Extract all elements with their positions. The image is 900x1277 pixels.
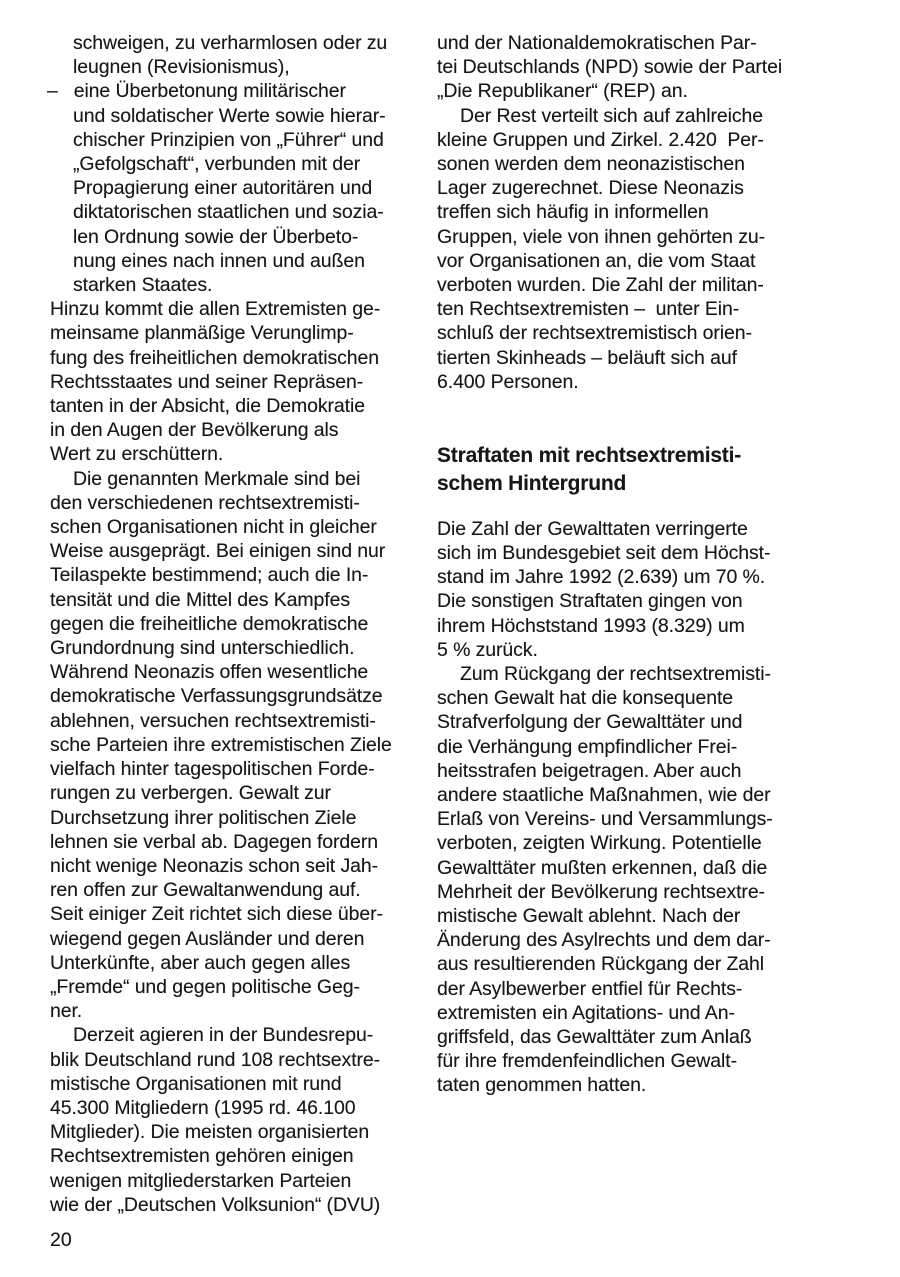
- text-line: 6.400 Personen.: [437, 370, 579, 393]
- text-line: wenigen mitgliederstarken Parteien: [50, 1169, 352, 1192]
- text-line: mistische Organisationen mit rund: [50, 1072, 342, 1095]
- section-heading-line: schem Hintergrund: [437, 471, 627, 495]
- text-line: vor Organisationen an, die vom Staat: [437, 249, 756, 272]
- text-line: und soldatischer Werte sowie hierar-: [73, 104, 386, 127]
- text-line: stand im Jahre 1992 (2.639) um 70 %.: [437, 566, 766, 589]
- text-line: vielfach hinter tagespolitischen Forde-: [50, 758, 375, 781]
- section-heading-line: Straftaten mit rechtsextremisti-: [437, 444, 742, 468]
- text-line: kleine Gruppen und Zirkel. 2.420 Per-: [437, 128, 764, 151]
- text-line: Grundordnung sind unterschiedlich.: [50, 637, 355, 660]
- text-line: nicht wenige Neonazis schon seit Jah-: [50, 854, 378, 877]
- text-line: schweigen, zu verharmlosen oder zu: [73, 32, 388, 54]
- text-line: tanten in der Absicht, die Demokratie: [50, 395, 365, 418]
- text-line: Gewalttäter mußten erkennen, daß die: [437, 856, 768, 879]
- text-line: und der Nationaldemokratischen Par-: [437, 32, 757, 54]
- text-line: tei Deutschlands (NPD) sowie der Partei: [437, 56, 783, 79]
- text-line: sche Parteien ihre extremistischen Ziele: [50, 733, 392, 756]
- text-line: Erlaß von Vereins- und Versammlungs-: [437, 808, 773, 831]
- text-line: starken Staates.: [73, 274, 213, 297]
- text-line: Mehrheit der Bevölkerung rechtsextre-: [437, 880, 765, 903]
- text-line: extremisten ein Agitations- und An-: [437, 1001, 735, 1024]
- text-line: Teilaspekte bestimmend; auch die In-: [50, 564, 369, 587]
- text-line: Die Zahl der Gewalttaten verringerte: [437, 517, 748, 540]
- text-line: Während Neonazis offen wesentliche: [50, 661, 369, 684]
- text-line: gegen die freiheitliche demokratische: [50, 612, 369, 635]
- text-line: ihrem Höchststand 1993 (8.329) um: [437, 614, 745, 637]
- text-line: Die genannten Merkmale sind bei: [73, 467, 361, 490]
- text-line: diktatorischen staatlichen und sozia-: [73, 201, 384, 224]
- text-line: schen Gewalt hat die konsequente: [437, 687, 734, 710]
- text-line: schen Organisationen nicht in gleicher: [50, 516, 377, 539]
- text-line: „Fremde“ und gegen politische Geg-: [50, 975, 360, 998]
- text-line: ren offen zur Gewaltanwendung auf.: [50, 879, 361, 902]
- text-line: – eine Überbetonung militärischer: [47, 80, 346, 103]
- text-line: Wert zu erschüttern.: [50, 443, 224, 466]
- column-right: [437, 31, 882, 1098]
- text-line: verboten, zeigten Wirkung. Potentielle: [437, 832, 762, 855]
- text-line: ner.: [50, 1000, 83, 1023]
- text-line: len Ordnung sowie der Überbeto-: [73, 225, 359, 248]
- text-line: sich im Bundesgebiet seit dem Höchst-: [437, 542, 771, 564]
- text-line: blik Deutschland rund 108 rechtsextre-: [50, 1048, 381, 1071]
- text-line: „Die Republikaner“ (REP) an.: [437, 80, 688, 103]
- text-line: taten genommen hatten.: [437, 1074, 647, 1097]
- column-left: [47, 31, 425, 1217]
- text-line: Derzeit agieren in der Bundesrepu-: [73, 1024, 374, 1047]
- text-line: andere staatliche Maßnahmen, wie der: [437, 784, 771, 807]
- text-line: Lager zugerechnet. Diese Neonazis: [437, 177, 744, 200]
- text-line: ablehnen, versuchen rechtsextremisti-: [50, 709, 376, 732]
- text-line: tensität und die Mittel des Kampfes: [50, 588, 350, 611]
- text-line: wie der „Deutschen Volksunion“ (DVU): [50, 1193, 381, 1216]
- text-line: schluß der rechtsextremistisch orien-: [437, 322, 752, 345]
- text-line: 45.300 Mitgliedern (1995 rd. 46.100: [50, 1096, 356, 1119]
- text-line: Hinzu kommt die allen Extremisten ge-: [50, 298, 381, 321]
- text-line: ten Rechtsextremisten – unter Ein-: [437, 298, 740, 321]
- text-line: Die sonstigen Straftaten gingen von: [437, 590, 743, 613]
- text-line: Rechtsextremisten gehören einigen: [50, 1145, 354, 1168]
- text-line: in den Augen der Bevölkerung als: [50, 419, 339, 442]
- text-line: aus resultierenden Rückgang der Zahl: [437, 953, 765, 976]
- text-line: wiegend gegen Ausländer und deren: [50, 927, 365, 950]
- text-line: Gruppen, viele von ihnen gehörten zu-: [437, 225, 766, 248]
- text-line: meinsame planmäßige Verunglimp-: [50, 322, 354, 345]
- page-number: 20: [50, 1229, 72, 1251]
- text-line: sonen werden dem neonazistischen: [437, 153, 745, 176]
- text-line: lehnen sie verbal ab. Dagegen fordern: [50, 830, 379, 853]
- text-line: nung eines nach innen und außen: [73, 249, 365, 272]
- text-line: für ihre fremdenfeindlichen Gewalt-: [437, 1050, 737, 1073]
- text-line: Strafverfolgung der Gewalttäter und: [437, 711, 743, 734]
- text-line: Rechtsstaates und seiner Repräsen-: [50, 370, 364, 393]
- text-line: treffen sich häufig in informellen: [437, 201, 709, 224]
- text-line: demokratische Verfassungsgrundsätze: [50, 685, 383, 708]
- text-line: den verschiedenen rechtsextremisti-: [50, 491, 360, 514]
- text-line: Zum Rückgang der rechtsextremisti-: [460, 663, 771, 686]
- text-line: tierten Skinheads – beläuft sich auf: [437, 346, 737, 369]
- text-line: der Asylbewerber entfiel für Rechts-: [437, 977, 743, 1000]
- text-line: Seit einiger Zeit richtet sich diese über-: [50, 903, 383, 926]
- text-line: Weise ausgeprägt. Bei einigen sind nur: [50, 540, 386, 563]
- text-line: Der Rest verteilt sich auf zahlreiche: [460, 104, 764, 127]
- text-line: mistische Gewalt ablehnt. Nach der: [437, 905, 741, 928]
- text-line: 5 % zurück.: [437, 638, 538, 661]
- text-line: Unterkünfte, aber auch gegen alles: [50, 951, 351, 974]
- text-line: verboten wurden. Die Zahl der militan-: [437, 274, 764, 297]
- text-line: die Verhängung empfindlicher Frei-: [437, 735, 738, 758]
- text-line: heitsstrafen beigetragen. Aber auch: [437, 759, 742, 782]
- text-line: Mitglieder). Die meisten organisierten: [50, 1121, 370, 1144]
- text-line: rungen zu verbergen. Gewalt zur: [50, 782, 331, 805]
- text-line: „Gefolgschaft“, verbunden mit der: [73, 153, 361, 176]
- text-line: Änderung des Asylrechts und dem dar-: [437, 929, 771, 952]
- text-line: Durchsetzung ihrer politischen Ziele: [50, 806, 357, 829]
- text-line: chischer Prinzipien von „Führer“ und: [73, 128, 384, 151]
- text-line: griffsfeld, das Gewalttäter zum Anlaß: [437, 1026, 752, 1049]
- text-line: Propagierung einer autoritären und: [73, 177, 373, 200]
- text-line: fung des freiheitlichen demokratischen: [50, 346, 379, 369]
- text-line: leugnen (Revisionismus),: [73, 56, 290, 79]
